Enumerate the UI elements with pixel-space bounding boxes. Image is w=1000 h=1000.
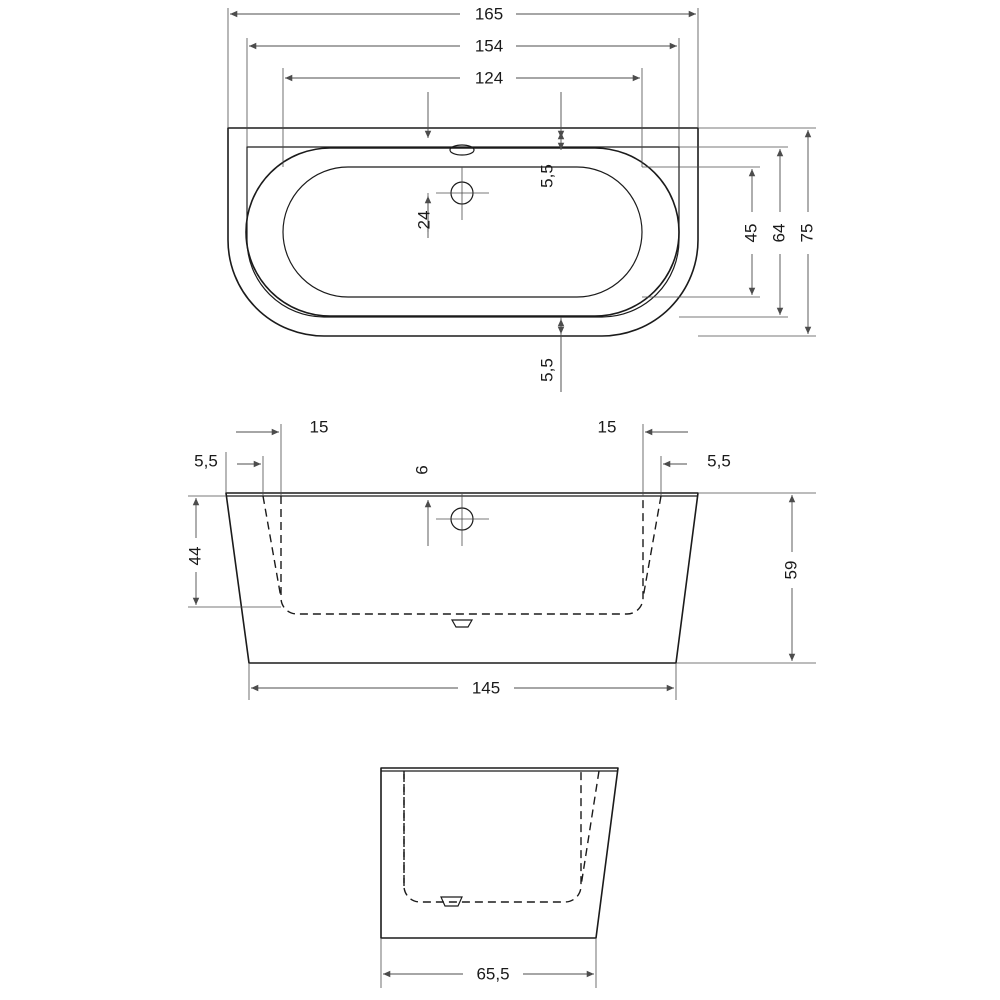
dim-55-top: 5,5	[537, 164, 557, 188]
front-view	[185, 417, 816, 700]
side-outer-outline	[381, 768, 618, 938]
front-drain-mark	[452, 620, 472, 627]
side-right-slope-hidden	[581, 771, 599, 886]
dim-124: 124	[474, 68, 504, 88]
dim-45: 45	[741, 223, 761, 243]
dim-165: 165	[474, 4, 504, 24]
front-left-slope-hidden	[263, 496, 281, 598]
dim-55-right: 5,5	[707, 451, 731, 471]
top-outer-outline	[228, 128, 698, 336]
dim-55-left: 5,5	[194, 451, 218, 471]
top-basin-outer	[246, 148, 679, 316]
dim-15-right: 15	[597, 417, 617, 437]
top-rim-line	[247, 147, 679, 317]
dim-6: 6	[412, 465, 432, 475]
dim-145: 145	[471, 678, 501, 698]
top-view	[228, 4, 816, 392]
dim-59: 59	[781, 560, 801, 580]
top-basin-inner	[283, 167, 642, 297]
front-right-slope-hidden	[643, 496, 661, 598]
dim-44: 44	[185, 546, 205, 566]
dim-15-left: 15	[309, 417, 329, 437]
dim-655: 65,5	[476, 964, 510, 984]
side-basin-hidden-outline	[404, 771, 581, 902]
dim-24: 24	[414, 210, 434, 230]
dim-154: 154	[474, 36, 504, 56]
dim-75: 75	[797, 223, 817, 243]
dim-64: 64	[769, 223, 789, 243]
side-view	[381, 768, 618, 988]
dim-55-bottom: 5,5	[537, 358, 557, 382]
